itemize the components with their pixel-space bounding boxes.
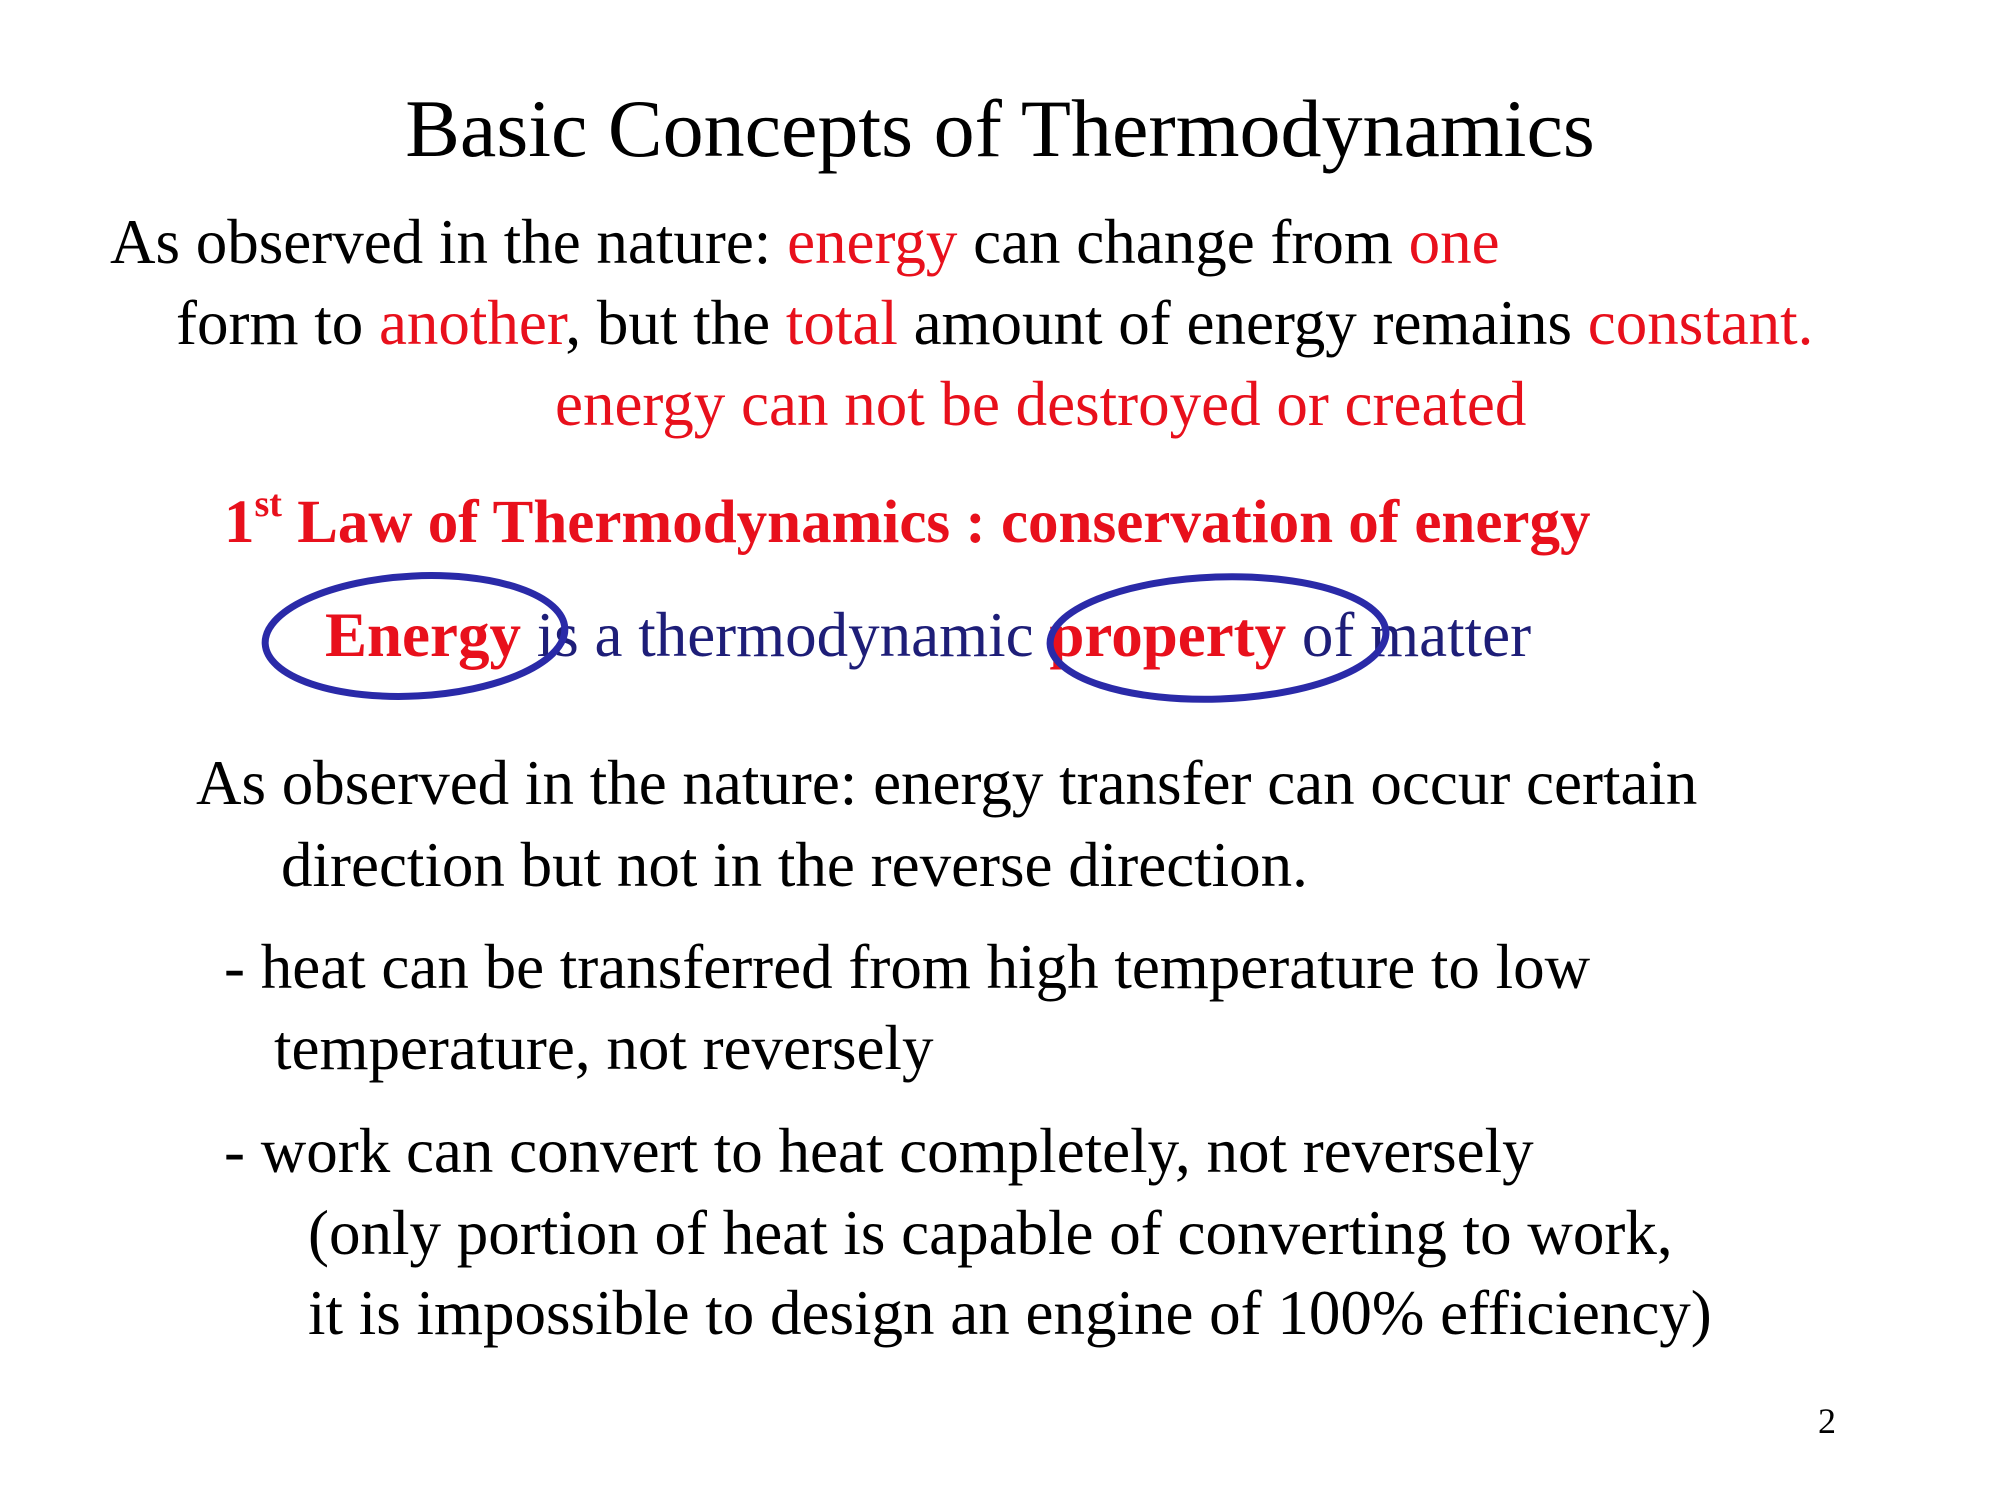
highlight-constant: constant. bbox=[1587, 288, 1814, 358]
highlight-another: another bbox=[378, 288, 566, 358]
intro-line-3: energy can not be destroyed or created bbox=[555, 369, 1527, 439]
page-number: 2 bbox=[1818, 1401, 1836, 1441]
second-line-1: As observed in the nature: energy transfer can occur certain bbox=[196, 748, 1698, 818]
property-mid-text: is a thermodynamic bbox=[520, 600, 1050, 670]
property-statement bbox=[325, 600, 1532, 670]
bullet-heat-line-2: temperature, not reversely bbox=[274, 1013, 934, 1083]
highlight-total: total bbox=[785, 288, 898, 358]
law-number: 1 bbox=[224, 489, 255, 556]
intro-text: , but the bbox=[565, 288, 786, 358]
bullet-work-line-2: (only portion of heat is capable of converting to work, bbox=[308, 1198, 1673, 1268]
highlight-one: one bbox=[1408, 207, 1500, 277]
second-line-2: direction but not in the reverse direction. bbox=[281, 830, 1308, 900]
word-property: property bbox=[1049, 600, 1287, 670]
intro-line-2 bbox=[176, 288, 1814, 358]
bullet-work-line-3: it is impossible to design an engine of 100% efficiency) bbox=[308, 1278, 1712, 1348]
slide-title: Basic Concepts of Thermodynamics bbox=[405, 83, 1595, 174]
intro-text: As observed in the nature: bbox=[110, 207, 788, 277]
intro-line-1 bbox=[110, 207, 1500, 277]
highlight-energy: energy bbox=[787, 207, 958, 277]
word-energy: Energy bbox=[325, 600, 521, 670]
intro-text: amount of energy remains bbox=[897, 288, 1588, 358]
law-text: Law of Thermodynamics : conservation of energy bbox=[281, 489, 1591, 556]
intro-text: form to bbox=[176, 288, 379, 358]
law-superscript: st bbox=[254, 483, 282, 525]
bullet-work-line-1: - work can convert to heat completely, not reversely bbox=[224, 1116, 1534, 1186]
property-end-text: of matter bbox=[1286, 600, 1532, 670]
intro-text: can change from bbox=[957, 207, 1409, 277]
bullet-heat-line-1: - heat can be transferred from high temperature to low bbox=[224, 932, 1591, 1002]
first-law-heading bbox=[224, 483, 1591, 556]
